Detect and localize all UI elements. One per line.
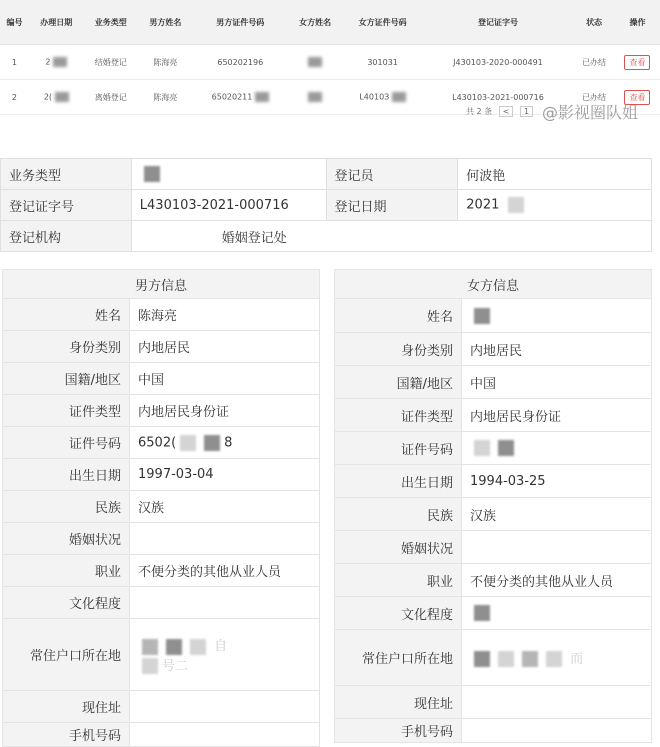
cell-action [615, 45, 660, 80]
male-birth-value: 1997-03-04 [130, 459, 320, 491]
redaction [204, 435, 220, 451]
view-button[interactable]: 查看 [624, 90, 650, 105]
female-id-category-label: 身份类别 [335, 333, 462, 366]
pagination [466, 106, 533, 117]
female-marital-label: 婚姻状况 [335, 531, 462, 564]
male-birth-label: 出生日期 [3, 459, 130, 491]
total-count: 共 2 条 [466, 107, 493, 116]
male-name-label: 姓名 [3, 299, 130, 331]
female-id-no-value [462, 432, 652, 465]
male-ethnicity-label: 民族 [3, 491, 130, 523]
cell-female-id: 301031 [342, 45, 422, 80]
female-job-value: 不便分类的其他从业人员 [462, 564, 652, 597]
reg-org-label: 登记机构 [1, 221, 132, 252]
redaction [474, 308, 490, 324]
redaction [522, 651, 538, 667]
female-id-type-label: 证件类型 [335, 399, 462, 432]
registrar-value: 何波艳 [458, 159, 652, 190]
business-type-label: 业务类型 [1, 159, 132, 190]
male-phone-label: 手机号码 [3, 723, 130, 747]
reg-org-value: 婚姻登记处 [131, 221, 651, 252]
female-phone-label: 手机号码 [335, 719, 462, 743]
female-info-panel [334, 269, 652, 743]
female-address-value [462, 686, 652, 719]
male-hukou-value: 自 号二 [130, 619, 320, 691]
cell-male-name: 陈海亮 [138, 80, 193, 115]
cell-status: 已办结 [573, 45, 615, 80]
cell-female-name [288, 45, 343, 80]
male-id-category-value: 内地居民 [130, 331, 320, 363]
col-header-type: 业务类型 [84, 0, 139, 45]
reg-date-value: 2021 [458, 190, 652, 221]
redaction [255, 92, 269, 102]
male-name-value: 陈海亮 [130, 299, 320, 331]
cell-female-name [288, 80, 343, 115]
business-type-value [131, 159, 326, 190]
redaction [142, 658, 158, 674]
female-hukou-value: 而 [462, 630, 652, 686]
female-ethnicity-value: 汉族 [462, 498, 652, 531]
male-id-no-label: 证件号码 [3, 427, 130, 459]
table-row [0, 45, 660, 80]
cert-no-value: L430103-2021-000716 [131, 190, 326, 221]
redaction [474, 440, 490, 456]
female-birth-label: 出生日期 [335, 465, 462, 498]
watermark: @影视圈队姐 [542, 103, 639, 122]
redaction [308, 92, 322, 102]
cell-male-id: 650202196 [193, 45, 288, 80]
cell-status: 已办结 [573, 80, 615, 115]
view-button[interactable]: 查看 [624, 55, 650, 70]
redaction [508, 197, 524, 213]
female-hukou-label: 常住户口所在地 [335, 630, 462, 686]
cell-male-name: 陈海亮 [138, 45, 193, 80]
cell-no: 1 [0, 45, 29, 80]
col-header-status: 状态 [573, 0, 615, 45]
female-ethnicity-label: 民族 [335, 498, 462, 531]
female-phone-value [462, 719, 652, 743]
female-name-value [462, 299, 652, 333]
col-header-no: 编号 [0, 0, 29, 45]
male-info-panel [2, 269, 320, 747]
female-id-type-value: 内地居民身份证 [462, 399, 652, 432]
male-marital-value [130, 523, 320, 555]
male-address-label: 现住址 [3, 691, 130, 723]
redaction [474, 651, 490, 667]
redaction [190, 639, 206, 655]
female-job-label: 职业 [335, 564, 462, 597]
male-info-title: 男方信息 [3, 270, 320, 299]
female-name-label: 姓名 [335, 299, 462, 333]
female-id-no-label: 证件号码 [335, 432, 462, 465]
prev-page-button[interactable]: < [499, 106, 514, 117]
redaction [142, 639, 158, 655]
male-marital-label: 婚姻状况 [3, 523, 130, 555]
female-nationality-label: 国籍/地区 [335, 366, 462, 399]
col-header-female-id: 女方证件号码 [342, 0, 422, 45]
col-header-male-name: 男方姓名 [138, 0, 193, 45]
male-id-no-value: 6502( 8 [130, 427, 320, 459]
female-marital-value [462, 531, 652, 564]
female-nationality-value: 中国 [462, 366, 652, 399]
redaction [144, 166, 160, 182]
cell-cert: J430103-2020-000491 [423, 45, 573, 80]
female-birth-value: 1994-03-25 [462, 465, 652, 498]
female-info-title: 女方信息 [335, 270, 652, 299]
col-header-cert: 登记证字号 [423, 0, 573, 45]
female-edu-value [462, 597, 652, 630]
male-job-label: 职业 [3, 555, 130, 587]
records-table [0, 0, 660, 115]
redaction [180, 435, 196, 451]
col-header-female-name: 女方姓名 [288, 0, 343, 45]
redaction [546, 651, 562, 667]
female-id-category-value: 内地居民 [462, 333, 652, 366]
cell-male-id: 65020211 [193, 80, 288, 115]
records-header-row [0, 0, 660, 45]
cell-date: 2( [29, 80, 84, 115]
cell-date: 2 [29, 45, 84, 80]
cell-type: 结婚登记 [84, 45, 139, 80]
cell-cert: L430103-2021-000716 [423, 80, 573, 115]
redaction [53, 57, 67, 67]
male-hukou-label: 常住户口所在地 [3, 619, 130, 691]
cell-no: 2 [0, 80, 29, 115]
redaction [498, 651, 514, 667]
male-edu-value [130, 587, 320, 619]
registration-summary [0, 158, 652, 252]
registrar-label: 登记员 [326, 159, 458, 190]
col-header-male-id: 男方证件号码 [193, 0, 288, 45]
redaction [474, 605, 490, 621]
male-address-value [130, 691, 320, 723]
male-ethnicity-value: 汉族 [130, 491, 320, 523]
redaction [55, 92, 69, 102]
cert-no-label: 登记证字号 [1, 190, 132, 221]
reg-date-label: 登记日期 [326, 190, 458, 221]
col-header-date: 办理日期 [29, 0, 84, 45]
male-id-type-value: 内地居民身份证 [130, 395, 320, 427]
male-nationality-label: 国籍/地区 [3, 363, 130, 395]
female-edu-label: 文化程度 [335, 597, 462, 630]
redaction [166, 639, 182, 655]
female-address-label: 现住址 [335, 686, 462, 719]
male-id-type-label: 证件类型 [3, 395, 130, 427]
male-job-value: 不便分类的其他从业人员 [130, 555, 320, 587]
cell-type: 离婚登记 [84, 80, 139, 115]
male-id-category-label: 身份类别 [3, 331, 130, 363]
redaction [308, 57, 322, 67]
male-edu-label: 文化程度 [3, 587, 130, 619]
col-header-action: 操作 [615, 0, 660, 45]
redaction [392, 92, 406, 102]
male-nationality-value: 中国 [130, 363, 320, 395]
cell-female-id: L4010З [342, 80, 422, 115]
page-number-button[interactable]: 1 [520, 106, 533, 117]
redaction [498, 440, 514, 456]
